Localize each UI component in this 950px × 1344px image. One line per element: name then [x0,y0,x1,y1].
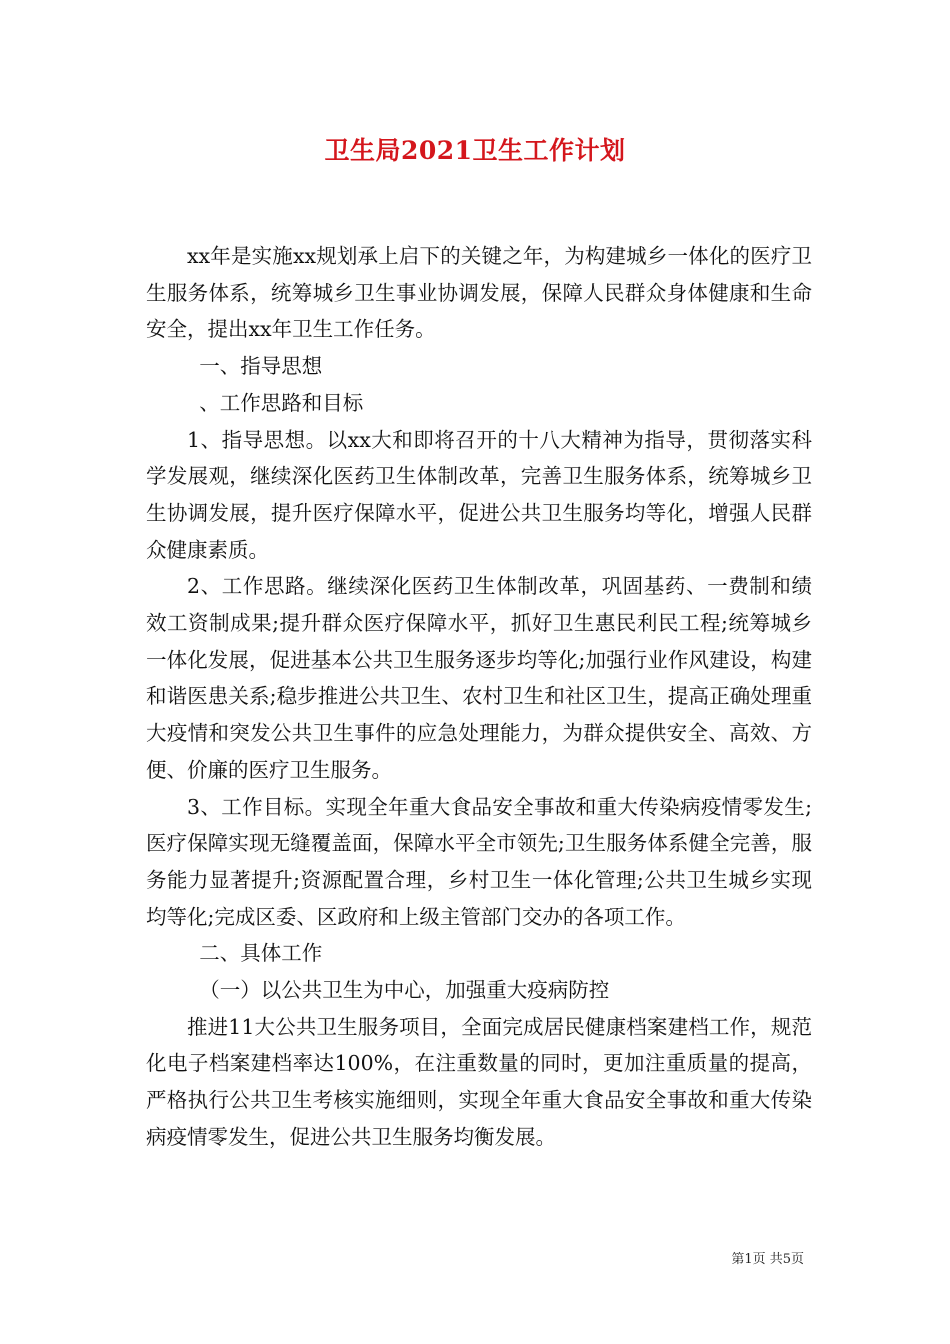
document-title: 卫生局2021卫生工作计划 [324,136,626,165]
page-number: 第1页 共5页 [731,1252,804,1267]
paragraph-guiding-ideology: 1、指导思想。以xx大和即将召开的十八大精神为指导，贯彻落实科学发展观，继续深化医药卫生体制改革，完善卫生服务体系，统筹城乡卫生协调发展，提升医疗保障水平，促进公共卫生服务均等化，增强人民群众健康素质。 [146,427,812,562]
section-heading-specific-work: 二、具体工作 [199,941,323,966]
subsection-heading-public-health: （一）以公共卫生为中心，加强重大疫病防控 [199,978,610,1003]
paragraph-public-health: 推进11大公共卫生服务项目，全面完成居民健康档案建档工作，规范化电子档案建档率达100%，在注重数量的同时，更加注重质量的提高，严格执行公共卫生考核实施细则，实现全年重大食品安全事故和重大传染病疫情零发生，促进公共卫生服务均衡发展。 [146,1014,812,1149]
section-heading-work-ideas: 、工作思路和目标 [199,390,364,415]
section-heading-guiding-ideology: 一、指导思想 [199,354,323,379]
intro-paragraph: xx年是实施xx规划承上启下的关键之年，为构建城乡一体化的医疗卫生服务体系，统筹城乡卫生事业协调发展，保障人民群众身体健康和生命安全，提出xx年卫生工作任务。 [146,244,812,342]
paragraph-work-ideas: 2、工作思路。继续深化医药卫生体制改革，巩固基药、一费制和绩效工资制成果;提升群众医疗保障水平，抓好卫生惠民利民工程;统筹城乡一体化发展，促进基本公共卫生服务逐步均等化;加强行业作风建设，构建和谐医患关系;稳步推进公共卫生、农村卫生和社区卫生，提高正确处理重大疫情和突发公共卫生事件的应急处理能力，为群众提供安全、高效、方便、价廉的医疗卫生服务。 [146,574,812,782]
paragraph-work-goals: 3、工作目标。实现全年重大食品安全事故和重大传染病疫情零发生;医疗保障实现无缝覆盖面，保障水平全市领先;卫生服务体系健全完善，服务能力显著提升;资源配置合理，乡村卫生一体化管理;公共卫生城乡实现均等化;完成区委、区政府和上级主管部门交办的各项工作。 [146,794,812,929]
document-body [146,238,812,1156]
